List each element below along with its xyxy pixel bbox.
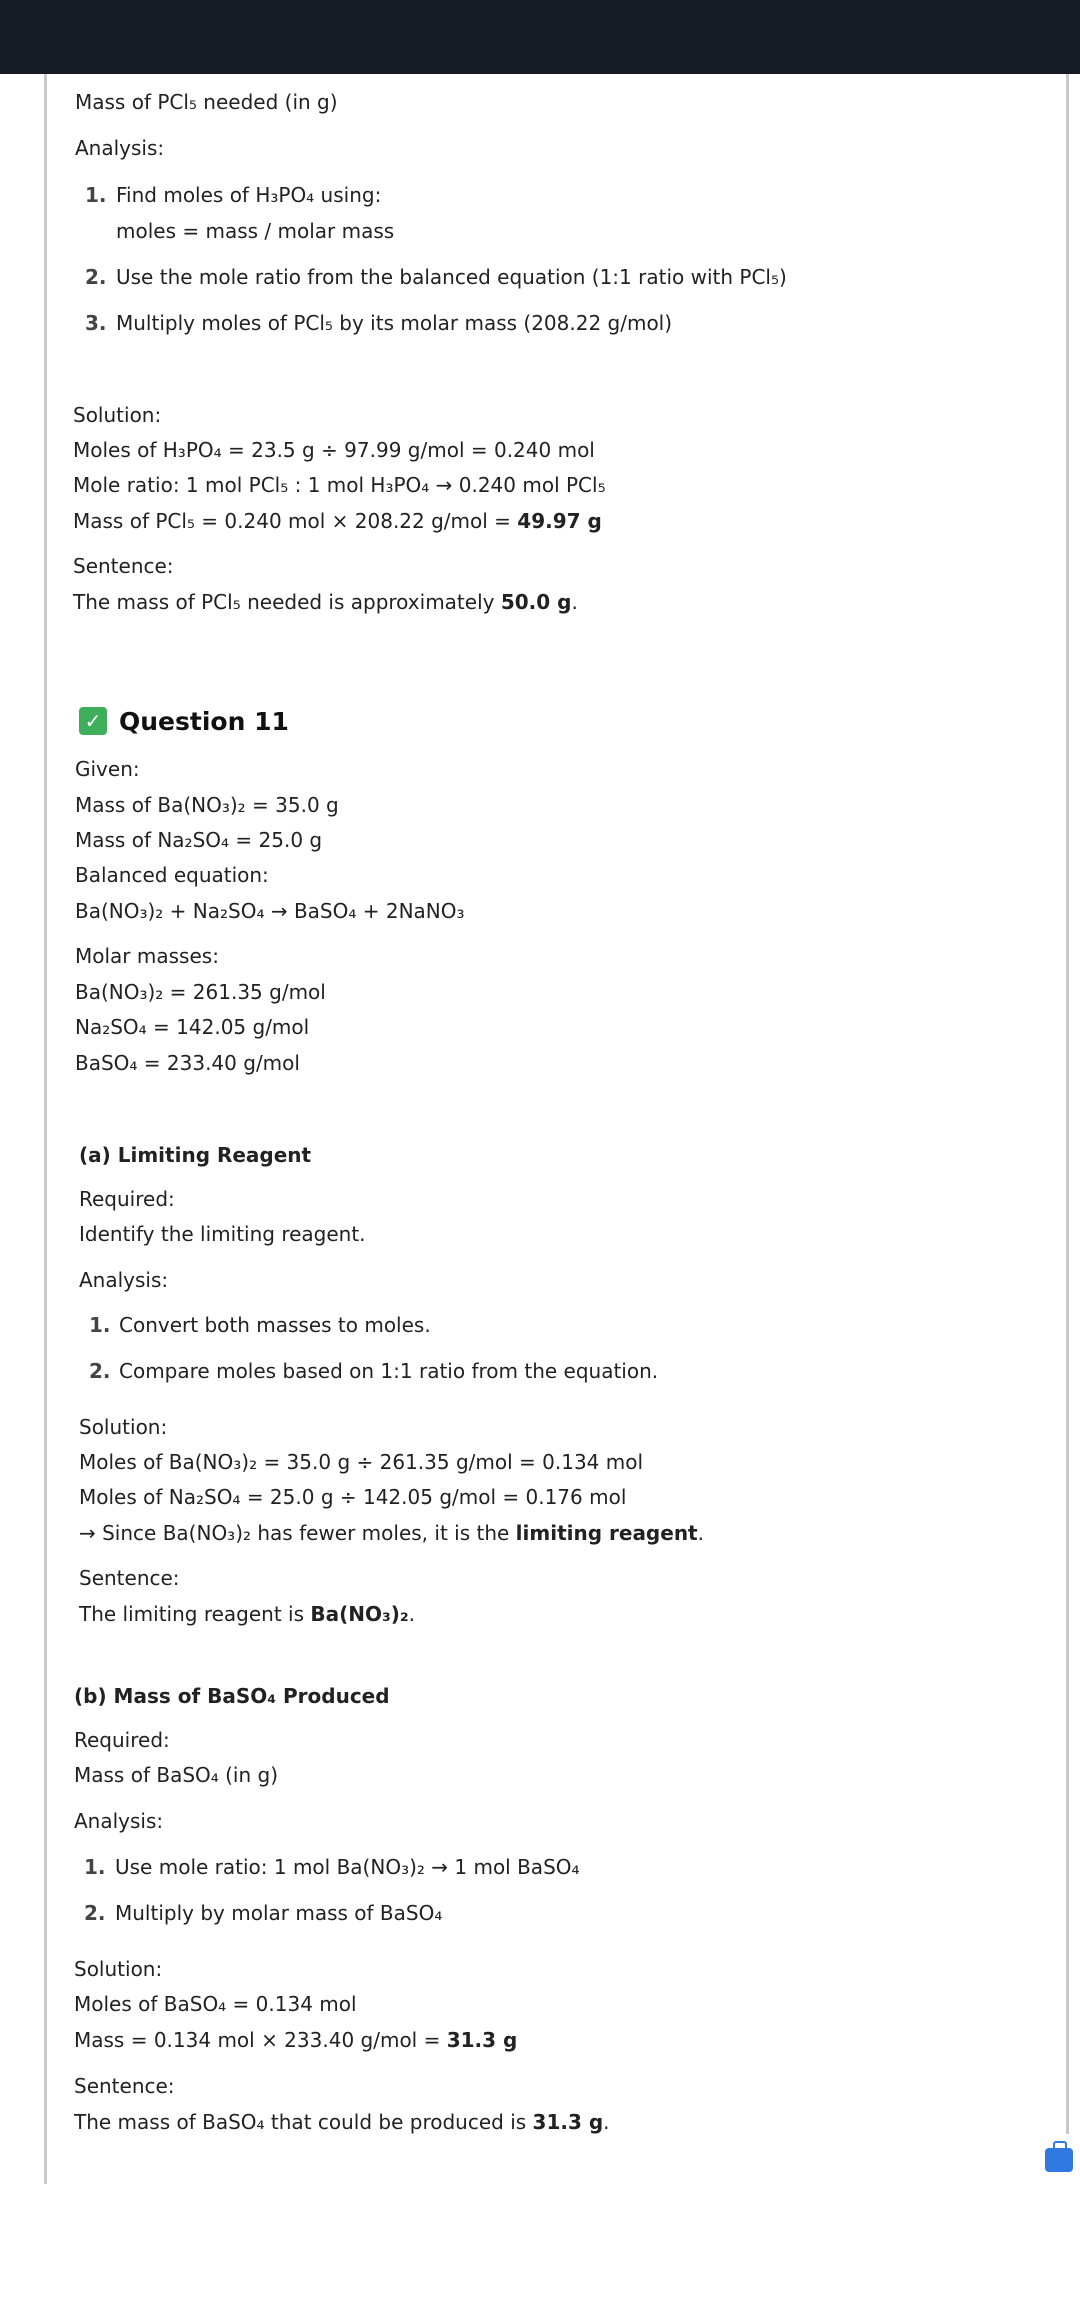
- sentence-end: .: [408, 1602, 416, 1626]
- sentence-result: Ba(NO₃)₂: [310, 1602, 409, 1626]
- step-number: 1.: [85, 183, 107, 207]
- required-label: Required:: [74, 1728, 170, 1752]
- solution-end: .: [697, 1521, 704, 1545]
- solution-label: Solution:: [74, 1957, 163, 1981]
- analysis-label: Analysis:: [75, 136, 165, 160]
- step-number: 2.: [84, 1901, 106, 1925]
- solution-result: 31.3 g: [446, 2028, 518, 2052]
- solution-line: [74, 2026, 517, 2054]
- solution-line: Mole ratio: 1 mol PCl₅ : 1 mol H₃PO₄ → 0.240 mol PCl₅: [73, 473, 606, 497]
- briefcase-icon[interactable]: [1045, 2148, 1073, 2172]
- analysis-label: Analysis:: [74, 1809, 164, 1833]
- left-border: [44, 74, 47, 2184]
- step-text: Multiply moles of PCl₅ by its molar mass (208.22 g/mol): [116, 311, 673, 335]
- sentence-text: The mass of PCl₅ needed is approximately: [73, 590, 501, 614]
- given-line: Balanced equation:: [75, 863, 269, 887]
- step-number: 2.: [89, 1359, 111, 1383]
- step-number: 3.: [85, 311, 107, 335]
- status-bar: [0, 0, 1080, 74]
- solution-result: 49.97 g: [517, 509, 602, 533]
- sentence-label: Sentence:: [74, 2074, 175, 2098]
- step-text: Use mole ratio: 1 mol Ba(NO₃)₂ → 1 mol BaSO₄: [115, 1855, 580, 1879]
- solution-label: Solution:: [73, 403, 162, 427]
- solution-line: [79, 1519, 704, 1547]
- sentence-label: Sentence:: [73, 554, 174, 578]
- solution-text: Mass = 0.134 mol × 233.40 g/mol =: [74, 2028, 447, 2052]
- step-number: 1.: [89, 1313, 111, 1337]
- molar-line: Ba(NO₃)₂ = 261.35 g/mol: [75, 980, 326, 1004]
- molar-line: BaSO₄ = 233.40 g/mol: [75, 1051, 300, 1075]
- checkmark-icon: ✓: [79, 707, 107, 735]
- solution-line: Moles of Na₂SO₄ = 25.0 g ÷ 142.05 g/mol = 0.176 mol: [79, 1485, 627, 1509]
- required-value: Mass of PCl₅ needed (in g): [75, 90, 338, 114]
- required-value: Mass of BaSO₄ (in g): [74, 1763, 279, 1787]
- sentence-label: Sentence:: [79, 1566, 180, 1590]
- sentence-end: .: [603, 2110, 610, 2134]
- sentence-line: [74, 2108, 610, 2136]
- part-a-title: (a) Limiting Reagent: [79, 1143, 312, 1167]
- required-value: Identify the limiting reagent.: [79, 1222, 366, 1246]
- step-text: Compare moles based on 1:1 ratio from the equation.: [119, 1359, 659, 1383]
- solution-text: → Since Ba(NO₃)₂ has fewer moles, it is the: [79, 1521, 516, 1545]
- sentence-text: The mass of BaSO₄ that could be produced is: [74, 2110, 533, 2134]
- sentence-line: [79, 1600, 415, 1628]
- right-border: [1066, 74, 1069, 2134]
- given-line: Mass of Na₂SO₄ = 25.0 g: [75, 828, 323, 852]
- sentence-end: .: [571, 590, 578, 614]
- sentence-result: 50.0 g: [500, 590, 572, 614]
- sentence-text: The limiting reagent is: [79, 1602, 311, 1626]
- part-b-title: (b) Mass of BaSO₄ Produced: [74, 1684, 390, 1708]
- solution-line: Moles of BaSO₄ = 0.134 mol: [74, 1992, 357, 2016]
- step-text: Convert both masses to moles.: [119, 1313, 431, 1337]
- required-label: Required:: [79, 1187, 175, 1211]
- solution-text: Mass of PCl₅ = 0.240 mol × 208.22 g/mol =: [73, 509, 518, 533]
- step-text: Find moles of H₃PO₄ using:: [116, 183, 382, 207]
- question-heading: [79, 704, 289, 738]
- step-text: Multiply by molar mass of BaSO₄: [115, 1901, 443, 1925]
- given-line: Mass of Ba(NO₃)₂ = 35.0 g: [75, 793, 339, 817]
- sentence-line: [73, 588, 578, 616]
- question-title: Question 11: [119, 706, 289, 736]
- solution-label: Solution:: [79, 1415, 168, 1439]
- sentence-result: 31.3 g: [532, 2110, 604, 2134]
- molar-line: Na₂SO₄ = 142.05 g/mol: [75, 1015, 310, 1039]
- given-label: Given:: [75, 757, 140, 781]
- step-number: 1.: [84, 1855, 106, 1879]
- solution-result: limiting reagent: [515, 1521, 698, 1545]
- balanced-equation: Ba(NO₃)₂ + Na₂SO₄ → BaSO₄ + 2NaNO₃: [75, 899, 465, 923]
- molar-label: Molar masses:: [75, 944, 219, 968]
- solution-line: Moles of Ba(NO₃)₂ = 35.0 g ÷ 261.35 g/mol = 0.134 mol: [79, 1450, 644, 1474]
- step-text: Use the mole ratio from the balanced equation (1:1 ratio with PCl₅): [116, 265, 787, 289]
- step-number: 2.: [85, 265, 107, 289]
- solution-line: [73, 507, 602, 535]
- solution-line: Moles of H₃PO₄ = 23.5 g ÷ 97.99 g/mol = 0.240 mol: [73, 438, 595, 462]
- analysis-label: Analysis:: [79, 1268, 169, 1292]
- step-text: moles = mass / molar mass: [116, 219, 395, 243]
